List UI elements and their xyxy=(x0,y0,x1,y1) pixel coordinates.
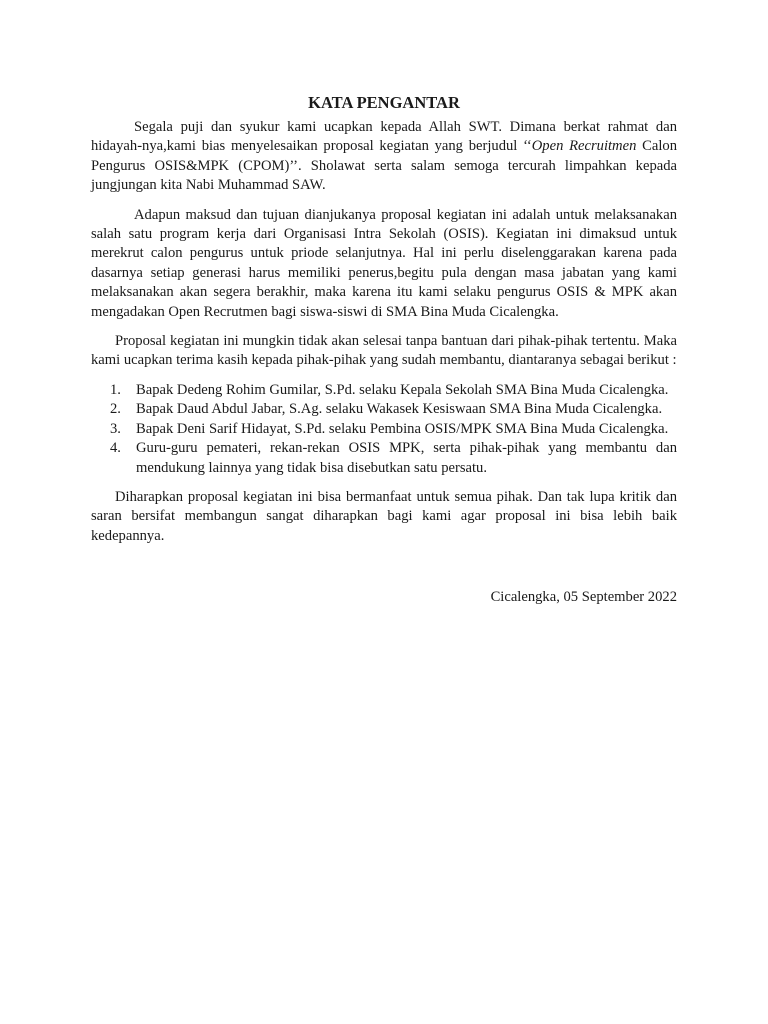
thanks-intro-paragraph: Proposal kegiatan ini mungkin tidak akan selesai tanpa bantuan dari pihak-pihak tertentu. Maka kami ucapkan terima kasih kepada pihak-pihak yang sudah membantu, diantaranya sebagai berikut : xyxy=(91,333,677,369)
list-item-number: 1. xyxy=(110,381,121,398)
acknowledgement-list xyxy=(91,381,677,478)
list-item-text: Bapak Dedeng Rohim Gumilar, S.Pd. selaku Kepala Sekolah SMA Bina Muda Cicalengka. xyxy=(136,381,669,398)
list-item-text: Bapak Deni Sarif Hidayat, S.Pd. selaku Pembina OSIS/MPK SMA Bina Muda Cicalengka. xyxy=(136,420,669,437)
opening-paragraph xyxy=(91,118,677,196)
list-item xyxy=(91,439,677,478)
opening-paragraph-text: Segala puji dan syukur kami ucapkan kepada Allah SWT. Dimana berkat rahmat dan hidayah-nya,kami bias menyelesaikan proposal kegiatan yang berjudul ‘‘ xyxy=(91,119,677,155)
opening-paragraph-italic: Open Recruitmen xyxy=(531,138,637,155)
list-item xyxy=(91,420,677,439)
closing-paragraph: Diharapkan proposal kegiatan ini bisa bermanfaat untuk semua pihak. Dan tak lupa kritik dan saran bersifat membangun sangat diharapkan bagi kami agar proposal ini bisa lebih baik kedepannya. xyxy=(91,488,677,544)
purpose-paragraph: Adapun maksud dan tujuan dianjukanya proposal kegiatan ini adalah untuk melaksanakan salah satu program kerja dari Organisasi Intra Sekolah (OSIS). Kegiatan ini dimaksud untuk merekrut calon pengurus untuk priode selanjutnya. Hal ini perlu diselenggarakan karena pada dasarnya setiap generasi harus memiliki penerus,begitu pula dengan masa jabatan yang kami melaksanakan akan segera berakhir, maka karena itu kami selaku pengurus OSIS & MPK akan mengadakan Open Recrutmen bagi siswa-siswi di SMA Bina Muda Cicalengka. xyxy=(91,206,677,320)
list-item-number: 4. xyxy=(110,440,121,457)
list-item xyxy=(91,381,677,400)
list-item xyxy=(91,400,677,419)
list-item-number: 2. xyxy=(110,401,121,418)
list-item-text: Guru-guru pemateri, rekan-rekan OSIS MPK, serta pihak-pihak yang membantu dan mendukung lainnya yang tidak bisa disebutkan satu persatu. xyxy=(136,440,677,476)
opening-paragraph-text-end: Calon Pengurus OSIS&MPK (CPOM)’’. Sholawat serta salam semoga tercurah limpahkan kepada jungjungan kita Nabi Muhammad SAW. xyxy=(91,138,677,194)
list-item-number: 3. xyxy=(110,420,121,437)
document-page xyxy=(91,92,677,608)
document-title: KATA PENGANTAR xyxy=(308,93,460,112)
list-item-text: Bapak Daud Abdul Jabar, S.Ag. selaku Wakasek Kesiswaan SMA Bina Muda Cicalengka. xyxy=(136,401,663,418)
place-date-line: Cicalengka, 05 September 2022 xyxy=(490,589,677,606)
